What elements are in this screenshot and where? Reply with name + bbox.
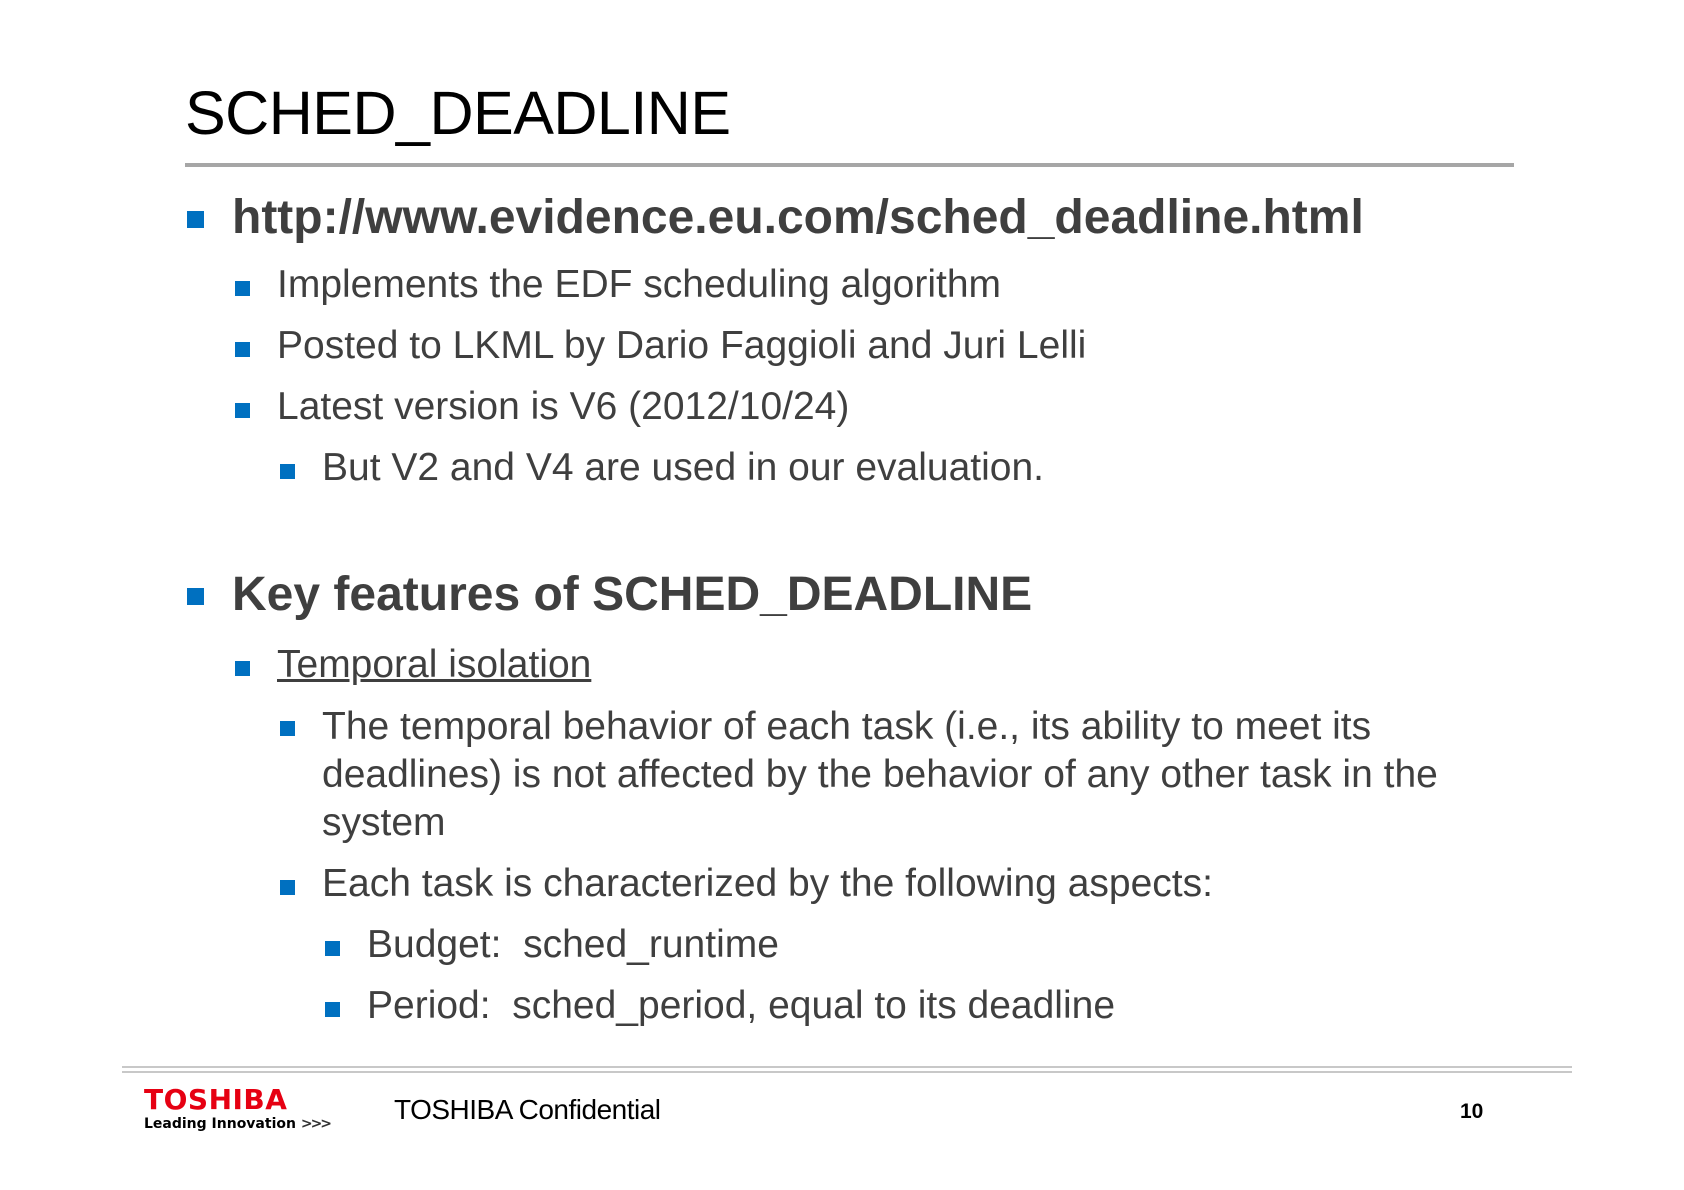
aspect-item <box>325 984 1525 1032</box>
square-bullet-icon <box>235 661 250 676</box>
logo-name: TOSHIBA <box>144 1083 288 1116</box>
sub-list-item-text: Each task is characterized by the following aspects: <box>322 862 1213 905</box>
heading-key-features-text: Key features of SCHED_DEADLINE <box>232 568 1033 621</box>
list-item-text: Implements the EDF scheduling algorithm <box>277 263 1001 306</box>
bullet-heading-url <box>187 190 1587 250</box>
temporal-isolation-text: Temporal isolation <box>277 643 592 686</box>
page-number: 10 <box>1460 1100 1484 1123</box>
square-bullet-icon <box>187 211 204 228</box>
list-item <box>235 324 1535 372</box>
square-bullet-icon <box>325 1002 340 1017</box>
chevrons-icon: >>> <box>300 1116 331 1132</box>
confidential-label: TOSHIBA Confidential <box>394 1094 661 1125</box>
sub-list-item <box>280 862 1530 910</box>
footer-divider <box>122 1066 1572 1068</box>
list-item-text: Latest version is V6 (2012/10/24) <box>277 385 850 428</box>
sub-list-item <box>280 446 1530 494</box>
bullet-heading-key-features <box>187 567 1587 627</box>
footer-divider <box>122 1071 1572 1073</box>
list-item-text: Posted to LKML by Dario Faggioli and Juri Lelli <box>277 324 1087 367</box>
list-item <box>235 643 1535 691</box>
sub-list-item <box>280 703 1530 853</box>
sub-list-item-text: The temporal behavior of each task (i.e., its ability to meet its deadlines) is not affected by the behavior of any other task in the system <box>322 705 1438 844</box>
aspect-item-text: Period: sched_period, equal to its deadline <box>367 984 1116 1027</box>
square-bullet-icon <box>235 342 250 357</box>
sub-list-item-text: But V2 and V4 are used in our evaluation. <box>322 446 1044 489</box>
square-bullet-icon <box>187 588 204 605</box>
square-bullet-icon <box>280 880 295 895</box>
logo-tagline-text: Leading Innovation <box>144 1116 296 1132</box>
toshiba-logo <box>144 1085 330 1133</box>
heading-url-text: http://www.evidence.eu.com/sched_deadline.html <box>232 191 1364 244</box>
square-bullet-icon <box>235 281 250 296</box>
logo-tagline <box>144 1115 330 1133</box>
slide-title: SCHED_DEADLINE <box>185 79 731 147</box>
square-bullet-icon <box>280 721 295 736</box>
square-bullet-icon <box>235 403 250 418</box>
square-bullet-icon <box>280 464 295 479</box>
square-bullet-icon <box>325 941 340 956</box>
aspect-item <box>325 923 1525 971</box>
list-item <box>235 263 1535 311</box>
list-item <box>235 385 1535 433</box>
title-divider <box>185 163 1514 167</box>
aspect-item-text: Budget: sched_runtime <box>367 923 779 966</box>
